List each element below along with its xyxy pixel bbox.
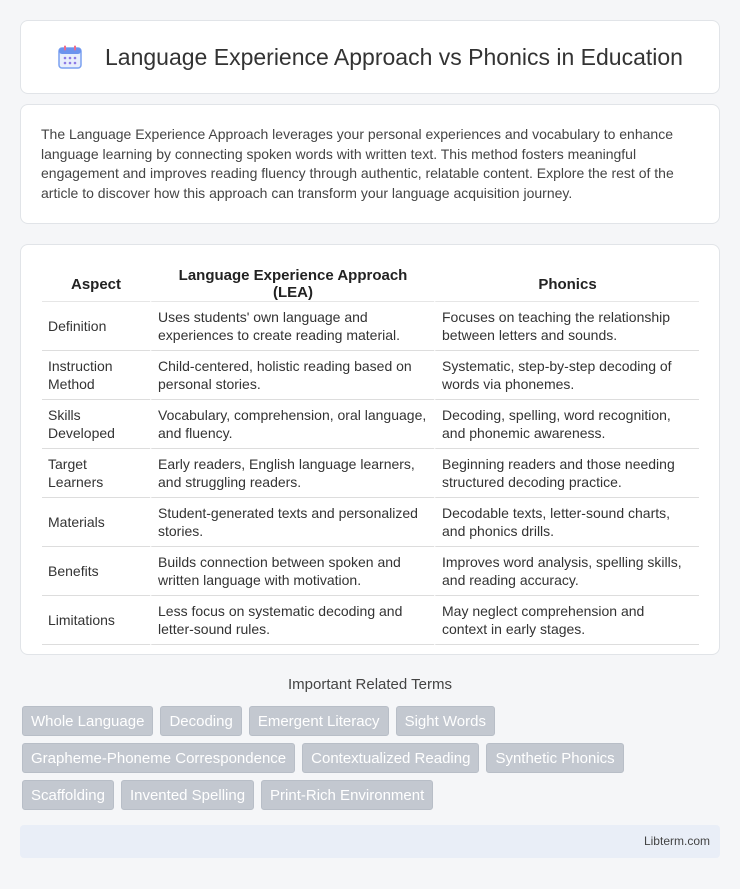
related-terms-list bbox=[22, 706, 722, 817]
cell-phonics: May neglect comprehension and context in early stages. bbox=[434, 596, 699, 645]
cell-phonics: Beginning readers and those needing structured decoding practice. bbox=[434, 449, 699, 498]
table-row bbox=[42, 302, 699, 351]
cell-aspect: Benefits bbox=[42, 547, 150, 596]
table-row bbox=[42, 449, 699, 498]
page-title: Language Experience Approach vs Phonics in Education bbox=[105, 43, 683, 70]
comparison-table bbox=[42, 265, 699, 645]
cell-lea: Uses students' own language and experiences to create reading material. bbox=[150, 302, 434, 351]
table-row bbox=[42, 351, 699, 400]
cell-lea: Less focus on systematic decoding and letter-sound rules. bbox=[150, 596, 434, 645]
footer-link[interactable]: Libterm.com bbox=[643, 834, 710, 848]
header-phonics: Phonics bbox=[434, 265, 699, 302]
header-card bbox=[20, 20, 720, 94]
tag-row bbox=[22, 780, 722, 810]
header-lea: Language Experience Approach (LEA) bbox=[150, 265, 434, 302]
cell-aspect: Instruction Method bbox=[42, 351, 150, 400]
table-row bbox=[42, 400, 699, 449]
header-aspect: Aspect bbox=[42, 265, 150, 302]
cell-lea: Child-centered, holistic reading based on personal stories. bbox=[150, 351, 434, 400]
footer bbox=[20, 825, 720, 858]
cell-aspect: Materials bbox=[42, 498, 150, 547]
cell-phonics: Focuses on teaching the relationship between letters and sounds. bbox=[434, 302, 699, 351]
cell-aspect: Definition bbox=[42, 302, 150, 351]
cell-aspect: Skills Developed bbox=[42, 400, 150, 449]
table-row bbox=[42, 498, 699, 547]
tag-contextualized-reading[interactable]: Contextualized Reading bbox=[302, 743, 479, 773]
intro-card bbox=[20, 104, 720, 224]
cell-aspect: Limitations bbox=[42, 596, 150, 645]
cell-phonics: Improves word analysis, spelling skills, and reading accuracy. bbox=[434, 547, 699, 596]
tag-grapheme-phoneme[interactable]: Grapheme-Phoneme Correspondence bbox=[22, 743, 295, 773]
tag-whole-language[interactable]: Whole Language bbox=[22, 706, 153, 736]
comparison-table-card bbox=[20, 244, 720, 655]
related-terms-title: Important Related Terms bbox=[288, 676, 452, 693]
calendar-icon bbox=[57, 44, 83, 70]
intro-text: The Language Experience Approach leverages your personal experiences and vocabulary to enhance language learning by connecting spoken words with written text. This method fosters meaningful engagement and improves reading fluency through authentic, relatable content. Explore the rest of the article to discover how this approach can transform your language acquisition journey. bbox=[41, 126, 674, 201]
tag-decoding[interactable]: Decoding bbox=[160, 706, 241, 736]
tag-synthetic-phonics[interactable]: Synthetic Phonics bbox=[486, 743, 623, 773]
tag-emergent-literacy[interactable]: Emergent Literacy bbox=[249, 706, 389, 736]
cell-lea: Vocabulary, comprehension, oral language, and fluency. bbox=[150, 400, 434, 449]
cell-phonics: Decodable texts, letter-sound charts, and phonics drills. bbox=[434, 498, 699, 547]
cell-lea: Student-generated texts and personalized stories. bbox=[150, 498, 434, 547]
tag-print-rich-environment[interactable]: Print-Rich Environment bbox=[261, 780, 433, 810]
tag-invented-spelling[interactable]: Invented Spelling bbox=[121, 780, 254, 810]
tag-row bbox=[22, 743, 722, 773]
cell-lea: Builds connection between spoken and written language with motivation. bbox=[150, 547, 434, 596]
tag-sight-words[interactable]: Sight Words bbox=[396, 706, 495, 736]
tag-row bbox=[22, 706, 722, 736]
tag-scaffolding[interactable]: Scaffolding bbox=[22, 780, 114, 810]
cell-phonics: Systematic, step-by-step decoding of words via phonemes. bbox=[434, 351, 699, 400]
cell-phonics: Decoding, spelling, word recognition, and phonemic awareness. bbox=[434, 400, 699, 449]
cell-aspect: Target Learners bbox=[42, 449, 150, 498]
cell-lea: Early readers, English language learners, and struggling readers. bbox=[150, 449, 434, 498]
table-row bbox=[42, 596, 699, 645]
table-row bbox=[42, 547, 699, 596]
table-header-row bbox=[42, 265, 699, 302]
